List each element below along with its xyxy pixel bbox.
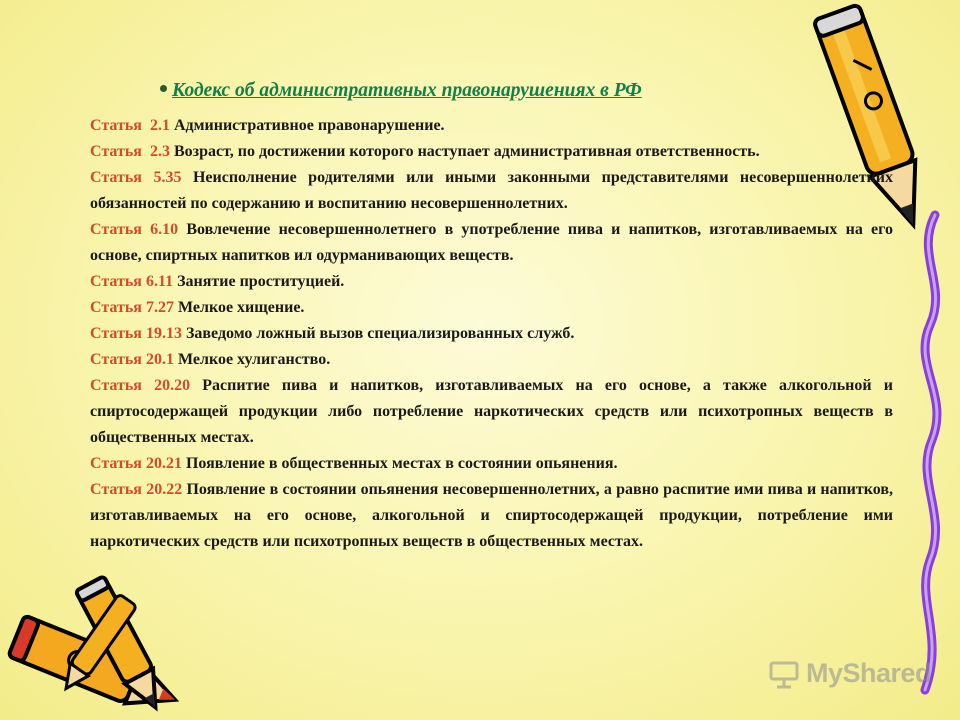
list-item xyxy=(90,165,893,217)
article-number: Статья 20.1 xyxy=(90,351,174,368)
article-number: Статья 6.11 xyxy=(90,273,174,290)
article-number: Статья 19.13 xyxy=(90,325,182,342)
list-item xyxy=(90,269,893,295)
article-number: Статья 20.20 xyxy=(90,377,191,394)
list-item xyxy=(90,373,893,451)
article-text: Мелкое хулиганство. xyxy=(173,351,331,368)
watermark-text: MyShared xyxy=(806,658,932,688)
article-list xyxy=(90,113,893,555)
watermark-logo xyxy=(768,658,931,689)
list-item xyxy=(90,451,893,477)
article-number: Статья 6.10 xyxy=(90,221,179,238)
article-number: Статья 7.27 xyxy=(90,299,174,316)
list-item xyxy=(90,139,893,165)
list-item xyxy=(90,113,893,139)
list-item xyxy=(90,217,893,269)
list-item xyxy=(90,347,893,373)
article-number: Статья 5.35 xyxy=(90,169,182,186)
article-text: Мелкое хищение. xyxy=(173,299,305,316)
article-text: Заведомо ложный вызов специализированных служб. xyxy=(181,325,575,342)
article-text: Занятие проституцией. xyxy=(173,273,345,290)
article-number: Статья 20.22 xyxy=(90,481,183,498)
article-text: Вовлечение несовершеннолетнего в употребление пива и напитков, изготавливаемых на его основе, спиртных напитков ил одурманивающих веществ. xyxy=(90,221,893,264)
article-number: Статья 2.3 xyxy=(90,143,170,160)
article-text: Появление в состоянии опьянения несовершеннолетних, а равно распитие ими пива и напитков, изготавливаемых на его основе, алкогольной и спиртосодержащей продукции, потребление ими наркотических средств или психотропных веществ в общественных местах. xyxy=(90,481,893,550)
page-title xyxy=(160,80,840,102)
article-text: Возраст, по достижении которого наступает административная ответственность. xyxy=(169,143,760,160)
article-number: Статья 2.1 xyxy=(90,117,170,134)
bullet-icon xyxy=(160,85,167,92)
presentation-icon xyxy=(768,659,802,689)
list-item xyxy=(90,321,893,347)
article-text: Административное правонарушение. xyxy=(169,117,445,134)
list-item xyxy=(90,477,893,555)
title-text: Кодекс об административных правонарушениях в РФ xyxy=(172,80,642,101)
article-text: Распитие пива и напитков, изготавливаемых на его основе, а также алкогольной и спиртосодержащей продукции либо потребление наркотических средств или психотропных веществ в общественных местах. xyxy=(90,377,893,446)
article-number: Статья 20.21 xyxy=(90,455,182,472)
article-text: Появление в общественных местах в состоянии опьянения. xyxy=(181,455,618,472)
list-item xyxy=(90,295,893,321)
article-text: Неисполнение родителями или иными законными представителями несовершеннолетних обязанностей по содержанию и воспитанию несовершеннолетних. xyxy=(90,169,893,212)
